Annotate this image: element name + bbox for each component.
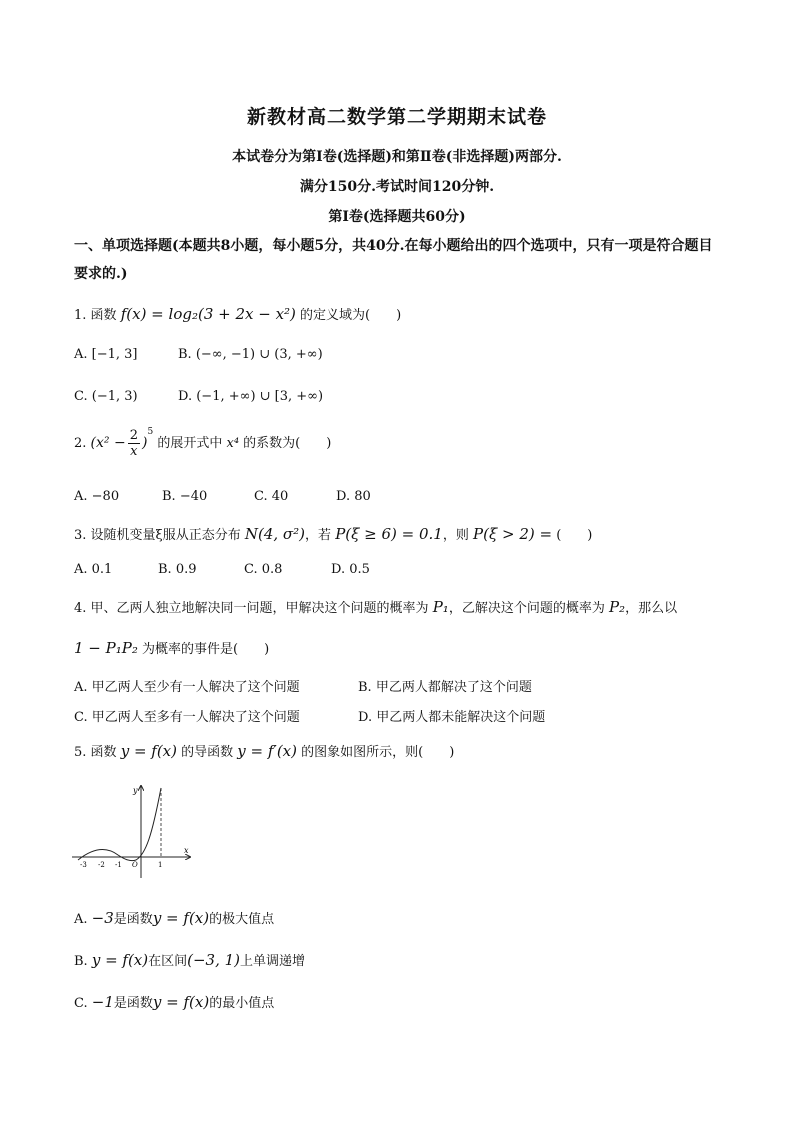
tick-origin: O: [132, 861, 138, 869]
q3-ask: P(ξ > 2) =: [473, 525, 553, 543]
tick-minus-1: -1: [115, 861, 122, 869]
q5-option-b: [74, 950, 305, 969]
q2-mid: 的展开式中: [157, 436, 223, 451]
q2-term: x⁴: [226, 436, 240, 451]
q2-frac-denominator: x: [130, 444, 138, 459]
q5-a-expr: −3: [91, 909, 114, 927]
derivative-graph: [68, 780, 198, 880]
subtitle-score-time: 满分150分.考试时间120分钟.: [299, 179, 495, 195]
q4-p1: P₁: [432, 598, 449, 616]
q2-fraction: [128, 428, 140, 459]
q3-option-b: B. 0.9: [158, 562, 197, 577]
question-1: [74, 304, 401, 323]
question-4: [74, 597, 677, 616]
q5-derivative: y = f′(x): [237, 742, 297, 760]
q4-option-d: D. 甲乙两人都未能解决这个问题: [358, 710, 546, 725]
q1-option-a: A. [−1, 3]: [74, 347, 138, 362]
q2-expr-pre: (x² −: [90, 435, 126, 451]
q1-post: 的定义域为( ): [300, 308, 402, 323]
q2-post: 的系数为( ): [243, 436, 332, 451]
q2-power: 5: [147, 426, 154, 437]
q5-option-a: [74, 908, 274, 927]
q4-post: ，那么以: [625, 601, 678, 616]
q1-pre: 函数: [90, 308, 117, 323]
q5-number: 5.: [74, 745, 87, 760]
q5-c-label: C.: [74, 996, 88, 1011]
q5-mid: 的导函数: [181, 745, 234, 760]
q3-option-c: C. 0.8: [244, 562, 283, 577]
section-heading-single-choice: 一、单项选择题(本题共8小题，每小题5分，共40分.在每小题给出的四个选项中，只有一项是符合题目要求的.): [74, 238, 713, 282]
q4-option-c: C. 甲乙两人至多有一人解决了这个问题: [74, 710, 300, 725]
q4-p2: P₂: [608, 598, 626, 616]
q1-function: f(x) = log₂(3 + 2x − x²): [120, 305, 296, 323]
q5-b-expr: y = f(x): [91, 951, 149, 969]
q5-c-func: y = f(x): [152, 993, 210, 1011]
q5-option-c: [74, 992, 274, 1011]
tick-1: 1: [158, 861, 163, 869]
q3-mid1: ，若: [305, 528, 332, 543]
q2-option-d: D. 80: [336, 489, 371, 504]
x-axis-label: x: [184, 846, 189, 855]
q1-option-b: B. (−∞, −1) ∪ (3, +∞): [178, 347, 323, 362]
q2-option-c: C. 40: [254, 489, 289, 504]
q1-option-c: C. (−1, 3): [74, 389, 138, 404]
q5-a-tail: 的极大值点: [209, 912, 275, 927]
q5-a-text: 是函数: [113, 912, 153, 927]
q3-distribution: N(4, σ²): [244, 525, 306, 543]
q5-c-tail: 的最小值点: [209, 996, 275, 1011]
tick-minus-2: -2: [98, 861, 105, 869]
subtitle-volume-one: 第Ⅰ卷(选择题共60分): [328, 209, 466, 225]
q3-option-a: A. 0.1: [74, 562, 113, 577]
tick-minus-3: -3: [80, 861, 87, 869]
question-5: [74, 741, 454, 760]
q5-b-tail: 上单调递增: [240, 954, 306, 969]
q1-option-d: D. (−1, +∞) ∪ [3, +∞): [178, 389, 324, 404]
q4-number: 4.: [74, 601, 87, 616]
subtitle-parts: 本试卷分为第Ⅰ卷(选择题)和第Ⅱ卷(非选择题)两部分.: [232, 149, 562, 165]
q2-option-a: A. −80: [74, 489, 120, 504]
q2-number: 2.: [74, 436, 87, 451]
q2-frac-numerator: 2: [129, 428, 138, 443]
derivative-curve: [78, 788, 161, 861]
q4-option-a: A. 甲乙两人至少有一人解决了这个问题: [74, 680, 300, 695]
q4-pre: 甲、乙两人独立地解决同一问题，甲解决这个问题的概率为: [90, 601, 429, 616]
q5-a-label: A.: [74, 912, 88, 927]
q5-b-interval: (−3, 1): [187, 951, 241, 969]
q3-pre: 设随机变量ξ服从正态分布: [90, 528, 241, 543]
q3-option-d: D. 0.5: [331, 562, 370, 577]
question-2: [74, 428, 331, 459]
q5-b-label: B.: [74, 954, 88, 969]
q1-number: 1.: [74, 308, 87, 323]
q5-c-text: 是函数: [113, 996, 153, 1011]
q5-c-expr: −1: [91, 993, 114, 1011]
question-3: [74, 524, 592, 543]
q5-post: 的图象如图所示，则( ): [301, 745, 455, 760]
q3-mid2: ，则: [442, 528, 469, 543]
q3-condition: P(ξ ≥ 6) = 0.1: [335, 525, 443, 543]
q3-number: 3.: [74, 528, 87, 543]
q4-line2-post: 为概率的事件是( ): [142, 642, 270, 657]
q5-a-func: y = f(x): [152, 909, 210, 927]
y-axis-label: y: [133, 786, 138, 795]
q4-option-b: B. 甲乙两人都解决了这个问题: [358, 680, 532, 695]
q3-post: ( ): [556, 528, 593, 543]
q2-expr-post: ): [141, 435, 148, 451]
q5-pre: 函数: [90, 745, 117, 760]
exam-title: 新教材高二数学第二学期期末试卷: [246, 106, 547, 128]
question-4-line-2: [74, 638, 269, 657]
q2-option-b: B. −40: [162, 489, 208, 504]
q5-b-text: 在区间: [148, 954, 188, 969]
q5-function: y = f(x): [120, 742, 177, 760]
q4-mid: ，乙解决这个问题的概率为: [448, 601, 605, 616]
q4-line2-expr: 1 − P₁P₂: [74, 639, 138, 657]
